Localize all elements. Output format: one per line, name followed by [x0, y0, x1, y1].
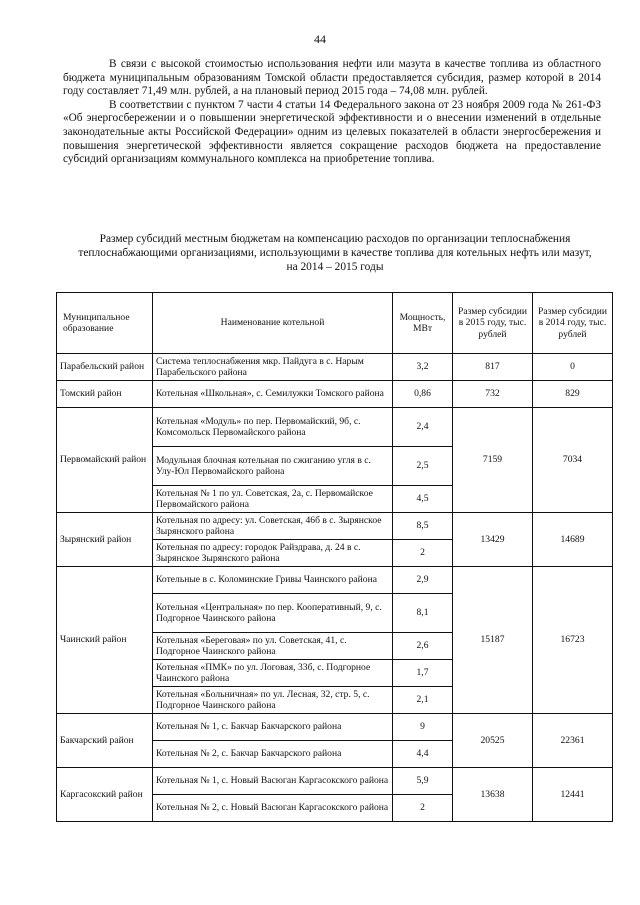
header-municipality: Муниципальное образование — [57, 293, 153, 354]
power-cell: 2,5 — [393, 447, 453, 486]
power-cell: 2,4 — [393, 408, 453, 447]
header-subsidy-2014: Размер субсидии в 2014 году, тыс. рублей — [533, 293, 613, 354]
power-cell: 2,9 — [393, 567, 453, 594]
subsidy-2015-cell: 7159 — [453, 408, 533, 513]
boiler-cell: Котельные в с. Коломинские Гривы Чаинского района — [153, 567, 393, 594]
subsidy-2014-cell: 829 — [533, 381, 613, 408]
header-power: Мощность, МВт — [393, 293, 453, 354]
boiler-cell: Котельная № 1, с. Бакчар Бакчарского района — [153, 714, 393, 741]
table-header-row — [57, 293, 613, 354]
body-text — [63, 58, 601, 167]
boiler-cell: Котельная «Школьная», с. Семилужки Томского района — [153, 381, 393, 408]
boiler-cell: Котельная «Береговая» по ул. Советская, 41, с. Подгорное Чаинского района — [153, 633, 393, 660]
subsidy-2015-cell: 817 — [453, 354, 533, 381]
boiler-cell: Котельная по адресу: городок Райздрава, д. 24 в с. Зырянское Зырянского района — [153, 540, 393, 567]
power-cell: 3,2 — [393, 354, 453, 381]
power-cell: 9 — [393, 714, 453, 741]
municipality-cell: Парабельский район — [57, 354, 153, 381]
power-cell: 8,5 — [393, 513, 453, 540]
boiler-cell: Котельная по адресу: ул. Советская, 46б в с. Зырянское Зырянского района — [153, 513, 393, 540]
boiler-cell: Котельная № 1 по ул. Советская, 2а, с. Первомайское Первомайского района — [153, 486, 393, 513]
municipality-cell: Каргасокский район — [57, 768, 153, 822]
boiler-cell: Котельная № 1, с. Новый Васюган Каргасокского района — [153, 768, 393, 795]
municipality-cell: Томский район — [57, 381, 153, 408]
table-row — [57, 714, 613, 741]
subsidy-2014-cell: 14689 — [533, 513, 613, 567]
subsidy-2014-cell: 7034 — [533, 408, 613, 513]
subsidy-2015-cell: 13429 — [453, 513, 533, 567]
power-cell: 0,86 — [393, 381, 453, 408]
boiler-cell: Система теплоснабжения мкр. Пайдуга в с. Нарым Парабельского района — [153, 354, 393, 381]
boiler-cell: Котельная «Больничная» по ул. Лесная, 32, стр. 5, с. Подгорное Чаинского района — [153, 687, 393, 714]
power-cell: 2,1 — [393, 687, 453, 714]
boiler-cell: Модульная блочная котельная по сжиганию угля в с. Улу-Юл Первомайского района — [153, 447, 393, 486]
boiler-cell: Котельная № 2, с. Новый Васюган Каргасокского района — [153, 795, 393, 822]
power-cell: 2,6 — [393, 633, 453, 660]
boiler-cell: Котельная «Модуль» по пер. Первомайский, 9б, с. Комсомольск Первомайского района — [153, 408, 393, 447]
header-subsidy-2015: Размер субсидии в 2015 году, тыс. рублей — [453, 293, 533, 354]
municipality-cell: Бакчарский район — [57, 714, 153, 768]
boiler-cell: Котельная № 2, с. Бакчар Бакчарского района — [153, 741, 393, 768]
subsidy-2014-cell: 0 — [533, 354, 613, 381]
table-row — [57, 513, 613, 540]
subsidy-2014-cell: 22361 — [533, 714, 613, 768]
subsidy-table — [56, 292, 613, 822]
table-row — [57, 567, 613, 594]
power-cell: 5,9 — [393, 768, 453, 795]
subsidy-2015-cell: 20525 — [453, 714, 533, 768]
municipality-cell: Зырянский район — [57, 513, 153, 567]
power-cell: 2 — [393, 540, 453, 567]
paragraph: В связи с высокой стоимостью использования нефти или мазута в качестве топлива из областного бюджета муниципальным образованиям Томской области предоставляется субсидия, размер которой в 2014 году составляет 71,49 млн. рублей, а на плановый период 2015 года – 74,08 млн. рублей. — [63, 58, 601, 98]
paragraph: В соответствии с пунктом 7 части 4 статьи 14 Федерального закона от 23 ноября 2009 года № 261-ФЗ «Об энергосбережении и о повышении энергетической эффективности и о внесении изменений в отдельные законодательные акты Российской Федерации» одним из целевых показателей в области энергосбережения и повышения энергетической эффективности является сокращение расходов бюджета на предоставление субсидий организациям коммунального комплекса на приобретение топлива. — [63, 98, 601, 166]
subsidy-2014-cell: 16723 — [533, 567, 613, 714]
subsidy-2015-cell: 15187 — [453, 567, 533, 714]
table-row — [57, 408, 613, 447]
power-cell: 1,7 — [393, 660, 453, 687]
municipality-cell: Первомайский район — [57, 408, 153, 513]
header-boiler: Наименование котельной — [153, 293, 393, 354]
subsidy-2015-cell: 13638 — [453, 768, 533, 822]
subsidy-2014-cell: 12441 — [533, 768, 613, 822]
subsidy-2015-cell: 732 — [453, 381, 533, 408]
boiler-cell: Котельная «Центральная» по пер. Кооперативный, 9, с. Подгорное Чаинского района — [153, 594, 393, 633]
table-row — [57, 768, 613, 795]
table-row — [57, 381, 613, 408]
power-cell: 2 — [393, 795, 453, 822]
power-cell: 4,5 — [393, 486, 453, 513]
table-row — [57, 354, 613, 381]
power-cell: 4,4 — [393, 741, 453, 768]
page-number: 44 — [314, 32, 326, 46]
power-cell: 8,1 — [393, 594, 453, 633]
boiler-cell: Котельная «ПМК» по ул. Логовая, 33б, с. Подгорное Чаинского района — [153, 660, 393, 687]
table-caption: Размер субсидий местным бюджетам на компенсацию расходов по организации теплоснабжения теплоснабжающими организациями, использующими в качестве топлива для котельных нефть или мазут, на 2014 – 2015 годы — [78, 233, 592, 273]
municipality-cell: Чаинский район — [57, 567, 153, 714]
